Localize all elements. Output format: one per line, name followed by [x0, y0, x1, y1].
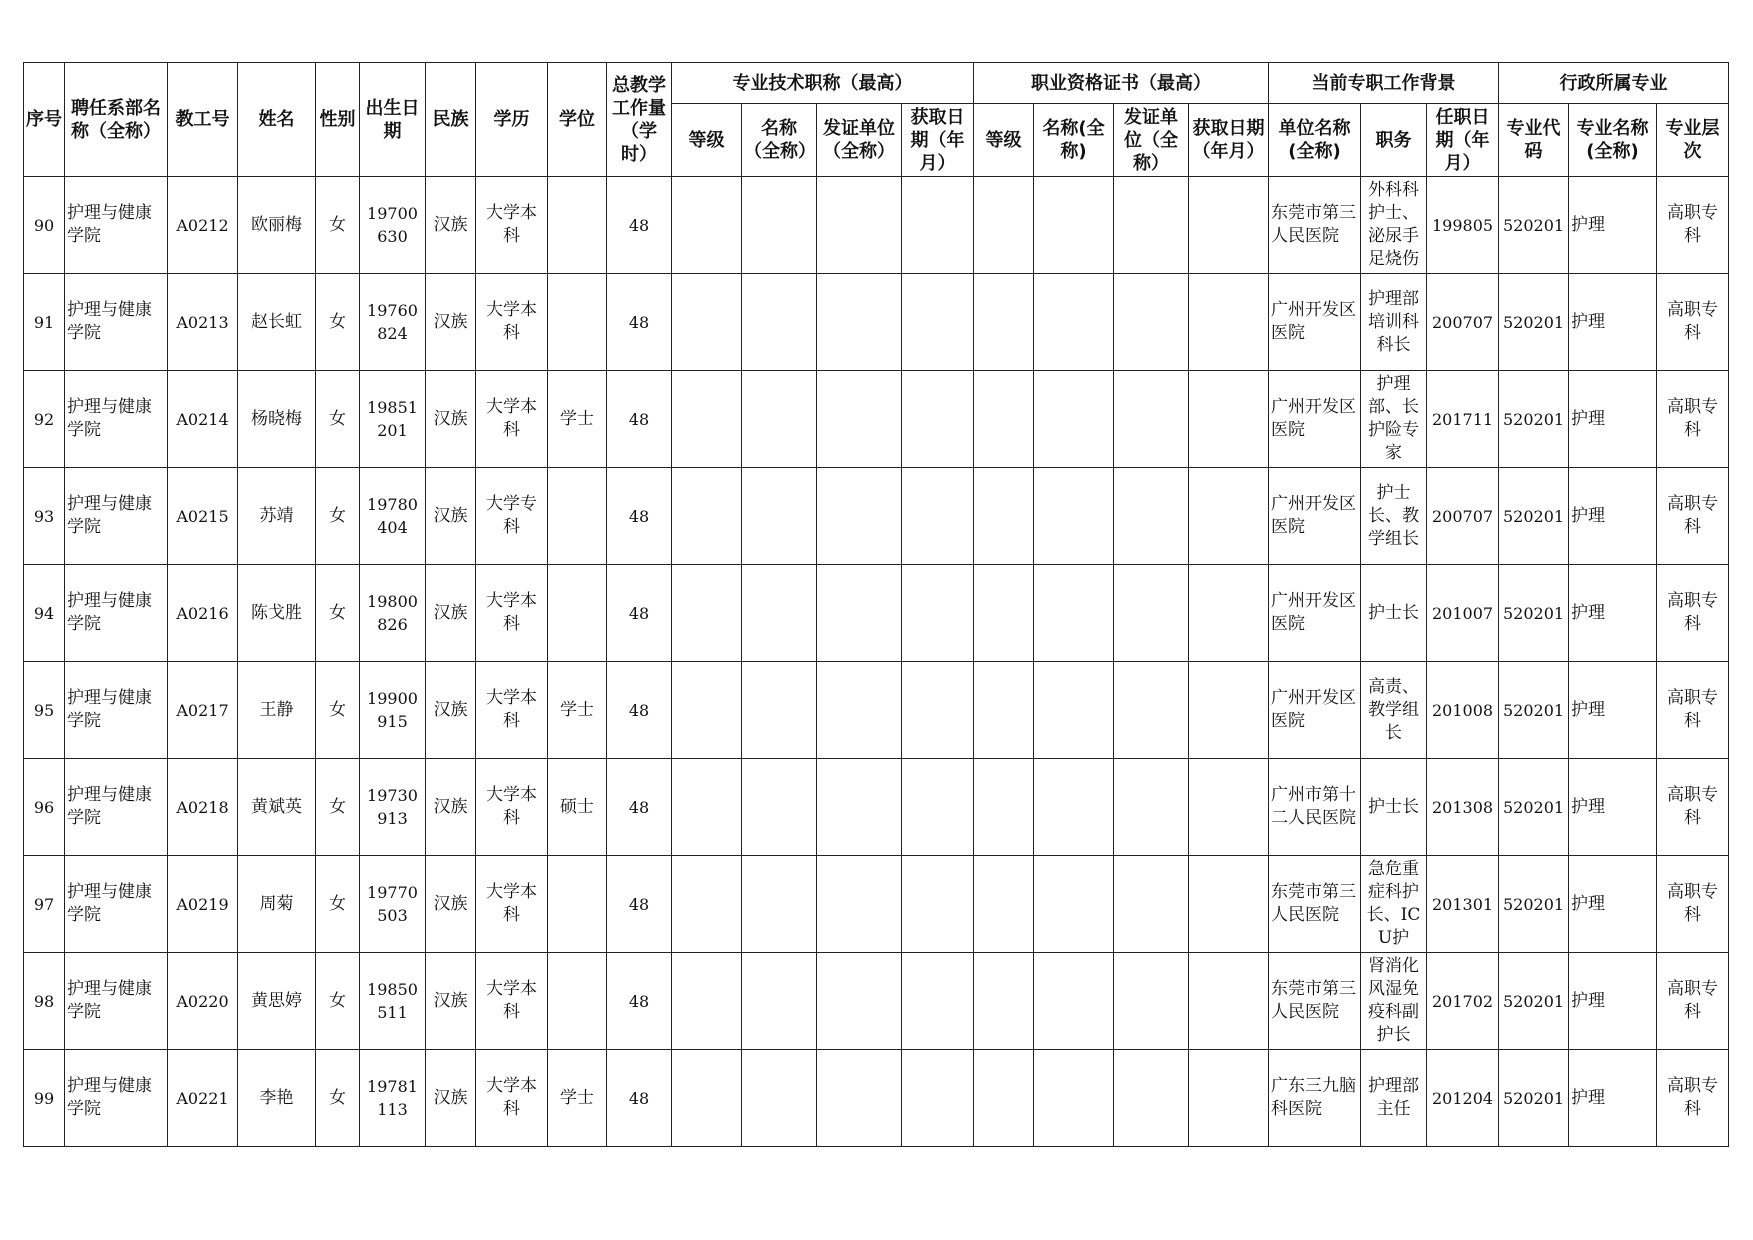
- cell-hours: 48: [607, 565, 672, 662]
- cell-major-code: 520201: [1499, 371, 1569, 468]
- header-gender: 性别: [316, 63, 360, 177]
- cell-degree: 学士: [548, 371, 607, 468]
- cell-cert-issuer: [1114, 274, 1189, 371]
- cell-major-code: 520201: [1499, 565, 1569, 662]
- cell-cert-issuer: [1114, 468, 1189, 565]
- cell-title-issuer: [817, 274, 902, 371]
- cell-title-level: [672, 953, 742, 1050]
- cell-major-level: 高职专科: [1657, 856, 1729, 953]
- cell-education: 大学本科: [476, 856, 548, 953]
- cell-cert-level: [974, 177, 1034, 274]
- cell-major-code: 520201: [1499, 662, 1569, 759]
- cell-dept: 护理与健康学院: [65, 759, 168, 856]
- cell-title-level: [672, 371, 742, 468]
- cell-seq: 95: [24, 662, 65, 759]
- cell-name: 杨晓梅: [238, 371, 316, 468]
- cell-dept: 护理与健康学院: [65, 662, 168, 759]
- cell-job-position: 护士长: [1361, 565, 1427, 662]
- cell-major-level: 高职专科: [1657, 662, 1729, 759]
- cell-birth: 19851201: [360, 371, 426, 468]
- cell-job-date: 199805: [1427, 177, 1499, 274]
- header-job-position: 职务: [1361, 104, 1427, 177]
- cell-title-level: [672, 662, 742, 759]
- cell-gender: 女: [316, 856, 360, 953]
- cell-education: 大学本科: [476, 662, 548, 759]
- cell-major-name: 护理: [1569, 468, 1657, 565]
- cell-degree: [548, 856, 607, 953]
- cell-cert-name: [1034, 953, 1114, 1050]
- cell-staff-id: A0213: [168, 274, 238, 371]
- cell-title-level: [672, 856, 742, 953]
- cell-hours: 48: [607, 468, 672, 565]
- cell-cert-name: [1034, 662, 1114, 759]
- cell-cert-issuer: [1114, 759, 1189, 856]
- cell-ethnicity: 汉族: [426, 759, 476, 856]
- cell-job-unit: 广州开发区医院: [1269, 662, 1361, 759]
- cell-cert-date: [1189, 1050, 1269, 1147]
- cell-ethnicity: 汉族: [426, 1050, 476, 1147]
- cell-title-level: [672, 759, 742, 856]
- cell-major-level: 高职专科: [1657, 468, 1729, 565]
- cell-major-level: 高职专科: [1657, 177, 1729, 274]
- cell-major-name: 护理: [1569, 565, 1657, 662]
- cell-job-date: 201301: [1427, 856, 1499, 953]
- cell-title-date: [902, 759, 974, 856]
- cell-major-name: 护理: [1569, 953, 1657, 1050]
- cell-title-date: [902, 953, 974, 1050]
- table-row: [24, 1050, 1729, 1147]
- cell-education: 大学本科: [476, 1050, 548, 1147]
- cell-major-name: 护理: [1569, 371, 1657, 468]
- cell-hours: 48: [607, 953, 672, 1050]
- cell-staff-id: A0218: [168, 759, 238, 856]
- cell-job-date: 201308: [1427, 759, 1499, 856]
- cell-title-date: [902, 565, 974, 662]
- header-seq: 序号: [24, 63, 65, 177]
- cell-ethnicity: 汉族: [426, 177, 476, 274]
- cell-ethnicity: 汉族: [426, 274, 476, 371]
- cell-staff-id: A0220: [168, 953, 238, 1050]
- cell-cert-issuer: [1114, 1050, 1189, 1147]
- header-job-group: 当前专职工作背景: [1269, 63, 1499, 104]
- cell-staff-id: A0217: [168, 662, 238, 759]
- cell-degree: [548, 468, 607, 565]
- cell-job-date: 201008: [1427, 662, 1499, 759]
- cell-staff-id: A0219: [168, 856, 238, 953]
- cell-job-position: 肾消化风湿免疫科副护长: [1361, 953, 1427, 1050]
- cell-job-unit: 东莞市第三人民医院: [1269, 856, 1361, 953]
- cell-birth: 19760824: [360, 274, 426, 371]
- cell-ethnicity: 汉族: [426, 371, 476, 468]
- cell-gender: 女: [316, 274, 360, 371]
- cell-staff-id: A0216: [168, 565, 238, 662]
- cell-job-unit: 东莞市第三人民医院: [1269, 177, 1361, 274]
- cell-title-date: [902, 856, 974, 953]
- cell-cert-level: [974, 565, 1034, 662]
- cell-title-issuer: [817, 759, 902, 856]
- cell-job-unit: 广州开发区医院: [1269, 274, 1361, 371]
- cell-major-name: 护理: [1569, 662, 1657, 759]
- header-birth: 出生日期: [360, 63, 426, 177]
- cell-staff-id: A0212: [168, 177, 238, 274]
- header-ethnicity: 民族: [426, 63, 476, 177]
- cell-name: 周菊: [238, 856, 316, 953]
- cell-title-issuer: [817, 177, 902, 274]
- cell-dept: 护理与健康学院: [65, 274, 168, 371]
- cell-gender: 女: [316, 759, 360, 856]
- cell-job-position: 护士长: [1361, 759, 1427, 856]
- cell-hours: 48: [607, 371, 672, 468]
- cell-title-level: [672, 1050, 742, 1147]
- table-row: [24, 856, 1729, 953]
- cell-hours: 48: [607, 1050, 672, 1147]
- cell-major-name: 护理: [1569, 856, 1657, 953]
- cell-dept: 护理与健康学院: [65, 371, 168, 468]
- cell-title-name: [742, 177, 817, 274]
- cell-job-date: 201702: [1427, 953, 1499, 1050]
- cell-cert-issuer: [1114, 565, 1189, 662]
- cell-title-issuer: [817, 468, 902, 565]
- cell-job-unit: 东莞市第三人民医院: [1269, 953, 1361, 1050]
- cell-degree: [548, 953, 607, 1050]
- cell-hours: 48: [607, 662, 672, 759]
- header-major-name: 专业名称(全称): [1569, 104, 1657, 177]
- cell-job-date: 201711: [1427, 371, 1499, 468]
- cell-name: 陈戈胜: [238, 565, 316, 662]
- cell-title-date: [902, 371, 974, 468]
- cell-job-unit: 广东三九脑科医院: [1269, 1050, 1361, 1147]
- cell-job-position: 护理部培训科科长: [1361, 274, 1427, 371]
- cell-title-issuer: [817, 856, 902, 953]
- header-job-date: 任职日期（年月）: [1427, 104, 1499, 177]
- cell-cert-date: [1189, 856, 1269, 953]
- cell-title-name: [742, 1050, 817, 1147]
- cell-hours: 48: [607, 177, 672, 274]
- cell-cert-level: [974, 274, 1034, 371]
- cell-dept: 护理与健康学院: [65, 856, 168, 953]
- header-title-date: 获取日期（年月）: [902, 104, 974, 177]
- cell-ethnicity: 汉族: [426, 662, 476, 759]
- cell-cert-date: [1189, 371, 1269, 468]
- cell-major-code: 520201: [1499, 856, 1569, 953]
- cell-title-date: [902, 1050, 974, 1147]
- header-hours: 总教学工作量（学时）: [607, 63, 672, 177]
- cell-title-name: [742, 662, 817, 759]
- cell-dept: 护理与健康学院: [65, 468, 168, 565]
- table-row: [24, 565, 1729, 662]
- cell-birth: 19900915: [360, 662, 426, 759]
- table-body: [24, 177, 1729, 1147]
- cell-title-date: [902, 468, 974, 565]
- cell-seq: 91: [24, 274, 65, 371]
- cell-cert-date: [1189, 468, 1269, 565]
- cell-dept: 护理与健康学院: [65, 953, 168, 1050]
- cell-staff-id: A0215: [168, 468, 238, 565]
- cell-gender: 女: [316, 177, 360, 274]
- cell-hours: 48: [607, 274, 672, 371]
- cell-job-date: 200707: [1427, 468, 1499, 565]
- cell-education: 大学本科: [476, 177, 548, 274]
- cell-cert-name: [1034, 274, 1114, 371]
- cell-staff-id: A0221: [168, 1050, 238, 1147]
- cell-education: 大学本科: [476, 274, 548, 371]
- cell-name: 李艳: [238, 1050, 316, 1147]
- cell-title-level: [672, 468, 742, 565]
- header-title-issuer: 发证单位（全称）: [817, 104, 902, 177]
- cell-degree: [548, 565, 607, 662]
- header-cert-name: 名称(全称): [1034, 104, 1114, 177]
- cell-title-level: [672, 565, 742, 662]
- header-cert-level: 等级: [974, 104, 1034, 177]
- cell-title-level: [672, 274, 742, 371]
- header-degree: 学位: [548, 63, 607, 177]
- cell-education: 大学本科: [476, 565, 548, 662]
- header-cert-issuer: 发证单位（全称）: [1114, 104, 1189, 177]
- cell-name: 苏靖: [238, 468, 316, 565]
- cell-degree: [548, 177, 607, 274]
- cell-name: 赵长虹: [238, 274, 316, 371]
- cell-seq: 98: [24, 953, 65, 1050]
- cell-education: 大学本科: [476, 953, 548, 1050]
- cell-gender: 女: [316, 565, 360, 662]
- cell-education: 大学本科: [476, 371, 548, 468]
- cell-job-date: 201007: [1427, 565, 1499, 662]
- header-name: 姓名: [238, 63, 316, 177]
- cell-job-unit: 广州开发区医院: [1269, 565, 1361, 662]
- cell-gender: 女: [316, 953, 360, 1050]
- cell-cert-date: [1189, 177, 1269, 274]
- cell-title-date: [902, 662, 974, 759]
- cell-cert-level: [974, 662, 1034, 759]
- cell-birth: 19850511: [360, 953, 426, 1050]
- table-row: [24, 177, 1729, 274]
- cell-title-name: [742, 565, 817, 662]
- cell-major-level: 高职专科: [1657, 371, 1729, 468]
- cell-major-name: 护理: [1569, 1050, 1657, 1147]
- cell-title-name: [742, 759, 817, 856]
- cell-ethnicity: 汉族: [426, 468, 476, 565]
- cell-major-name: 护理: [1569, 274, 1657, 371]
- cell-gender: 女: [316, 371, 360, 468]
- header-major-group: 行政所属专业: [1499, 63, 1729, 104]
- cell-education: 大学专科: [476, 468, 548, 565]
- header-cert-date: 获取日期（年月）: [1189, 104, 1269, 177]
- cell-cert-issuer: [1114, 953, 1189, 1050]
- cell-cert-level: [974, 1050, 1034, 1147]
- cell-cert-name: [1034, 177, 1114, 274]
- cell-title-level: [672, 177, 742, 274]
- cell-seq: 96: [24, 759, 65, 856]
- cell-name: 欧丽梅: [238, 177, 316, 274]
- cell-birth: 19800826: [360, 565, 426, 662]
- header-title-name: 名称（全称）: [742, 104, 817, 177]
- cell-degree: [548, 274, 607, 371]
- cell-gender: 女: [316, 662, 360, 759]
- cell-seq: 93: [24, 468, 65, 565]
- cell-birth: 19730913: [360, 759, 426, 856]
- cell-cert-name: [1034, 565, 1114, 662]
- cell-job-position: 护士长、教学组长: [1361, 468, 1427, 565]
- cell-dept: 护理与健康学院: [65, 1050, 168, 1147]
- cell-major-level: 高职专科: [1657, 759, 1729, 856]
- cell-title-name: [742, 371, 817, 468]
- cell-job-date: 200707: [1427, 274, 1499, 371]
- cell-title-name: [742, 856, 817, 953]
- cell-degree: 硕士: [548, 759, 607, 856]
- cell-major-code: 520201: [1499, 468, 1569, 565]
- cell-cert-date: [1189, 953, 1269, 1050]
- cell-ethnicity: 汉族: [426, 565, 476, 662]
- cell-dept: 护理与健康学院: [65, 177, 168, 274]
- cell-cert-issuer: [1114, 856, 1189, 953]
- cell-title-issuer: [817, 953, 902, 1050]
- table-row: [24, 274, 1729, 371]
- cell-seq: 94: [24, 565, 65, 662]
- table-row: [24, 759, 1729, 856]
- cell-job-position: 外科科护士、泌尿手足烧伤: [1361, 177, 1427, 274]
- cell-seq: 99: [24, 1050, 65, 1147]
- cell-cert-date: [1189, 662, 1269, 759]
- cell-major-level: 高职专科: [1657, 565, 1729, 662]
- cell-ethnicity: 汉族: [426, 856, 476, 953]
- cell-name: 黄斌英: [238, 759, 316, 856]
- cell-title-name: [742, 468, 817, 565]
- cell-degree: 学士: [548, 662, 607, 759]
- cell-dept: 护理与健康学院: [65, 565, 168, 662]
- cell-cert-name: [1034, 371, 1114, 468]
- cell-cert-level: [974, 371, 1034, 468]
- header-education: 学历: [476, 63, 548, 177]
- header-major-level: 专业层次: [1657, 104, 1729, 177]
- table-row: [24, 371, 1729, 468]
- cell-ethnicity: 汉族: [426, 953, 476, 1050]
- cell-major-code: 520201: [1499, 177, 1569, 274]
- cell-major-code: 520201: [1499, 1050, 1569, 1147]
- cell-birth: 19780404: [360, 468, 426, 565]
- cell-major-code: 520201: [1499, 274, 1569, 371]
- cell-title-name: [742, 953, 817, 1050]
- cell-job-unit: 广州市第十二人民医院: [1269, 759, 1361, 856]
- cell-major-code: 520201: [1499, 953, 1569, 1050]
- cell-cert-date: [1189, 274, 1269, 371]
- cell-cert-name: [1034, 468, 1114, 565]
- cell-title-date: [902, 177, 974, 274]
- cell-major-level: 高职专科: [1657, 1050, 1729, 1147]
- cell-name: 王静: [238, 662, 316, 759]
- cell-seq: 92: [24, 371, 65, 468]
- cell-title-name: [742, 274, 817, 371]
- cell-title-date: [902, 274, 974, 371]
- cell-major-code: 520201: [1499, 759, 1569, 856]
- cell-job-unit: 广州开发区医院: [1269, 371, 1361, 468]
- cell-seq: 90: [24, 177, 65, 274]
- cell-cert-level: [974, 759, 1034, 856]
- cell-job-position: 护理部主任: [1361, 1050, 1427, 1147]
- header-title-group: 专业技术职称（最高）: [672, 63, 974, 104]
- cell-title-issuer: [817, 662, 902, 759]
- cell-cert-issuer: [1114, 177, 1189, 274]
- cell-cert-issuer: [1114, 371, 1189, 468]
- table-row: [24, 662, 1729, 759]
- cell-degree: 学士: [548, 1050, 607, 1147]
- cell-cert-level: [974, 468, 1034, 565]
- header-cert-group: 职业资格证书（最高）: [974, 63, 1269, 104]
- cell-major-name: 护理: [1569, 759, 1657, 856]
- cell-cert-date: [1189, 565, 1269, 662]
- cell-birth: 19770503: [360, 856, 426, 953]
- cell-cert-name: [1034, 856, 1114, 953]
- header-dept: 聘任系部名称（全称）: [65, 63, 168, 177]
- header-title-level: 等级: [672, 104, 742, 177]
- cell-cert-level: [974, 953, 1034, 1050]
- cell-hours: 48: [607, 856, 672, 953]
- cell-title-issuer: [817, 371, 902, 468]
- cell-staff-id: A0214: [168, 371, 238, 468]
- cell-major-name: 护理: [1569, 177, 1657, 274]
- cell-major-level: 高职专科: [1657, 953, 1729, 1050]
- cell-cert-issuer: [1114, 662, 1189, 759]
- cell-major-level: 高职专科: [1657, 274, 1729, 371]
- cell-gender: 女: [316, 468, 360, 565]
- table-row: [24, 953, 1729, 1050]
- staff-table: [23, 62, 1729, 1147]
- cell-gender: 女: [316, 1050, 360, 1147]
- cell-job-position: 高责、教学组长: [1361, 662, 1427, 759]
- cell-job-date: 201204: [1427, 1050, 1499, 1147]
- cell-job-position: 急危重症科护长、ICU护: [1361, 856, 1427, 953]
- header-job-unit: 单位名称(全称): [1269, 104, 1361, 177]
- cell-job-position: 护理部、长护险专家: [1361, 371, 1427, 468]
- cell-cert-date: [1189, 759, 1269, 856]
- cell-job-unit: 广州开发区医院: [1269, 468, 1361, 565]
- cell-seq: 97: [24, 856, 65, 953]
- header-major-code: 专业代码: [1499, 104, 1569, 177]
- cell-birth: 19700630: [360, 177, 426, 274]
- cell-title-issuer: [817, 1050, 902, 1147]
- cell-cert-level: [974, 856, 1034, 953]
- cell-name: 黄思婷: [238, 953, 316, 1050]
- header-row-1: [24, 63, 1729, 104]
- cell-cert-name: [1034, 1050, 1114, 1147]
- table-row: [24, 468, 1729, 565]
- cell-cert-name: [1034, 759, 1114, 856]
- cell-birth: 19781113: [360, 1050, 426, 1147]
- cell-title-issuer: [817, 565, 902, 662]
- header-staff-id: 教工号: [168, 63, 238, 177]
- cell-hours: 48: [607, 759, 672, 856]
- cell-education: 大学本科: [476, 759, 548, 856]
